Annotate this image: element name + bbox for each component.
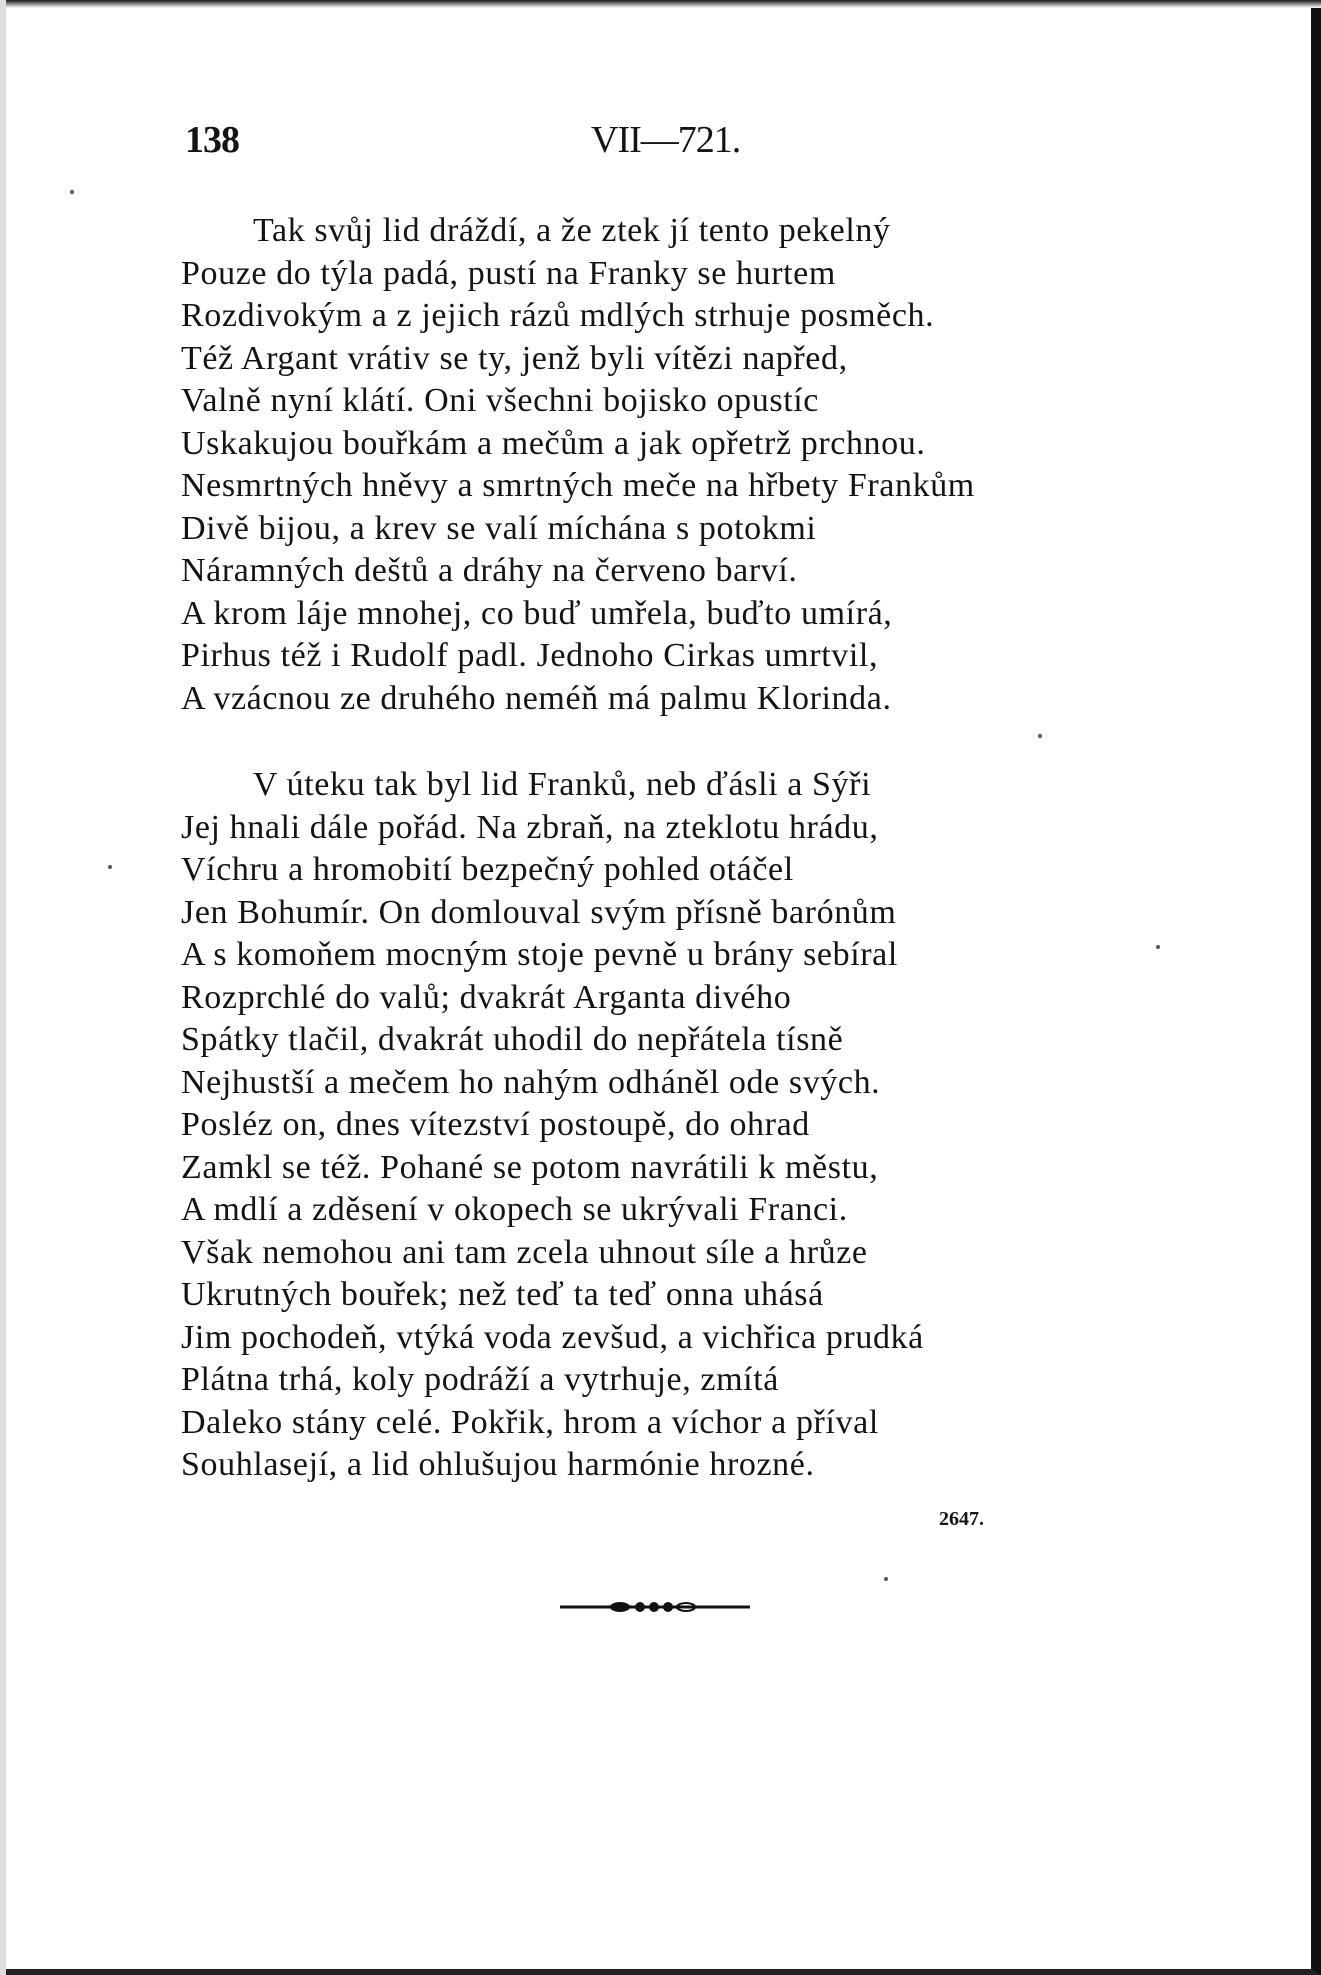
scan-top-edge [0, 0, 1321, 8]
poem-line: Nejhustší a mečem ho nahým odháněl ode svých. [181, 1063, 881, 1101]
poem-line: Divě bijou, a krev se valí míchána s potokmi [181, 509, 817, 547]
poem-line: Rozdivokým a z jejich rázů mdlých strhuje posměch. [181, 297, 935, 334]
poem-line: Nesmrtných hněvy a smrtných meče na hřbety Frankům [181, 467, 975, 504]
page-header [185, 118, 765, 178]
page-number: 138 [185, 119, 239, 161]
poem-line: Jen Bohumír. On domlouval svým přísně barónům [181, 893, 897, 931]
running-head: VII—721. [591, 119, 741, 161]
poem-line: Jim pochodeň, vtýká voda zevšud, a vichřica prudká [181, 1318, 924, 1356]
poem-line: V úteku tak byl lid Franků, neb ďásli a Sýři [253, 766, 872, 803]
poem-line: Uskakujou bouřkám a mečům a jak opřetrž prchnou. [181, 424, 926, 462]
poem-line: Ukrutných bouřek; než teď ta teď onna uhásá [181, 1276, 824, 1313]
poem-line: Jej hnali dále pořád. Na zbraň, na zteklotu hrádu, [181, 808, 879, 846]
scan-speck [70, 190, 74, 194]
stanza-2 [181, 764, 1171, 1487]
poem-line: Souhlasejí, a lid ohlušujou harmónie hrozné. [181, 1446, 815, 1483]
poem-line: Též Argant vrátiv se ty, jenž byli vítězi napřed, [181, 339, 848, 377]
poem-line: A krom láje mnohej, co buď umřela, buďto umírá, [181, 594, 893, 632]
scan-speck [108, 865, 112, 869]
poem-line: Spátky tlačil, dvakrát uhodil do nepřátela tísně [181, 1021, 844, 1058]
poem-line: Však nemohou ani tam zcela uhnout síle a hrůze [181, 1233, 868, 1271]
poem-line: Posléz on, dnes vítezství postoupě, do ohrad [181, 1106, 810, 1143]
scan-speck [1038, 734, 1042, 738]
printer-signature: 2647. [939, 1508, 984, 1530]
poem-line: Tak svůj lid dráždí, a že ztek jí tento pekelný [253, 212, 891, 249]
poem-line: Náramných deštů a dráhy na červeno barví. [181, 552, 798, 589]
poem-line: Plátna trhá, koly podráží a vytrhuje, zmítá [181, 1361, 779, 1398]
poem-line: A mdlí a zděsení v okopech se ukrývali Franci. [181, 1191, 848, 1228]
scan-speck [1156, 945, 1160, 949]
scan-speck [884, 1577, 888, 1581]
poem-line: Rozprchlé do valů; dvakrát Arganta divého [181, 978, 792, 1016]
poem-line: Pouze do týla padá, pustí na Franky se hurtem [181, 254, 836, 292]
poem-line: Víchru a hromobití bezpečný pohled otáčel [181, 851, 794, 888]
ornament-divider [560, 1600, 750, 1614]
scan-left-edge [0, 0, 6, 1975]
poem-line: A s komoňem mocným stoje pevně u brány sebíral [181, 936, 898, 973]
poem-line: Valně nyní klátí. Oni všechni bojisko opustíc [181, 382, 819, 419]
poem-line: Pirhus též i Rudolf padl. Jednoho Cirkas umrtvil, [181, 637, 879, 674]
poem-line: Daleko stány celé. Pokřik, hrom a víchor a příval [181, 1403, 879, 1441]
poem-line: Zamkl se též. Pohané se potom navrátili k městu, [181, 1148, 879, 1186]
poem-line: A vzácnou ze druhého neméň má palmu Klorinda. [181, 679, 892, 717]
stanza-1 [181, 210, 1171, 720]
